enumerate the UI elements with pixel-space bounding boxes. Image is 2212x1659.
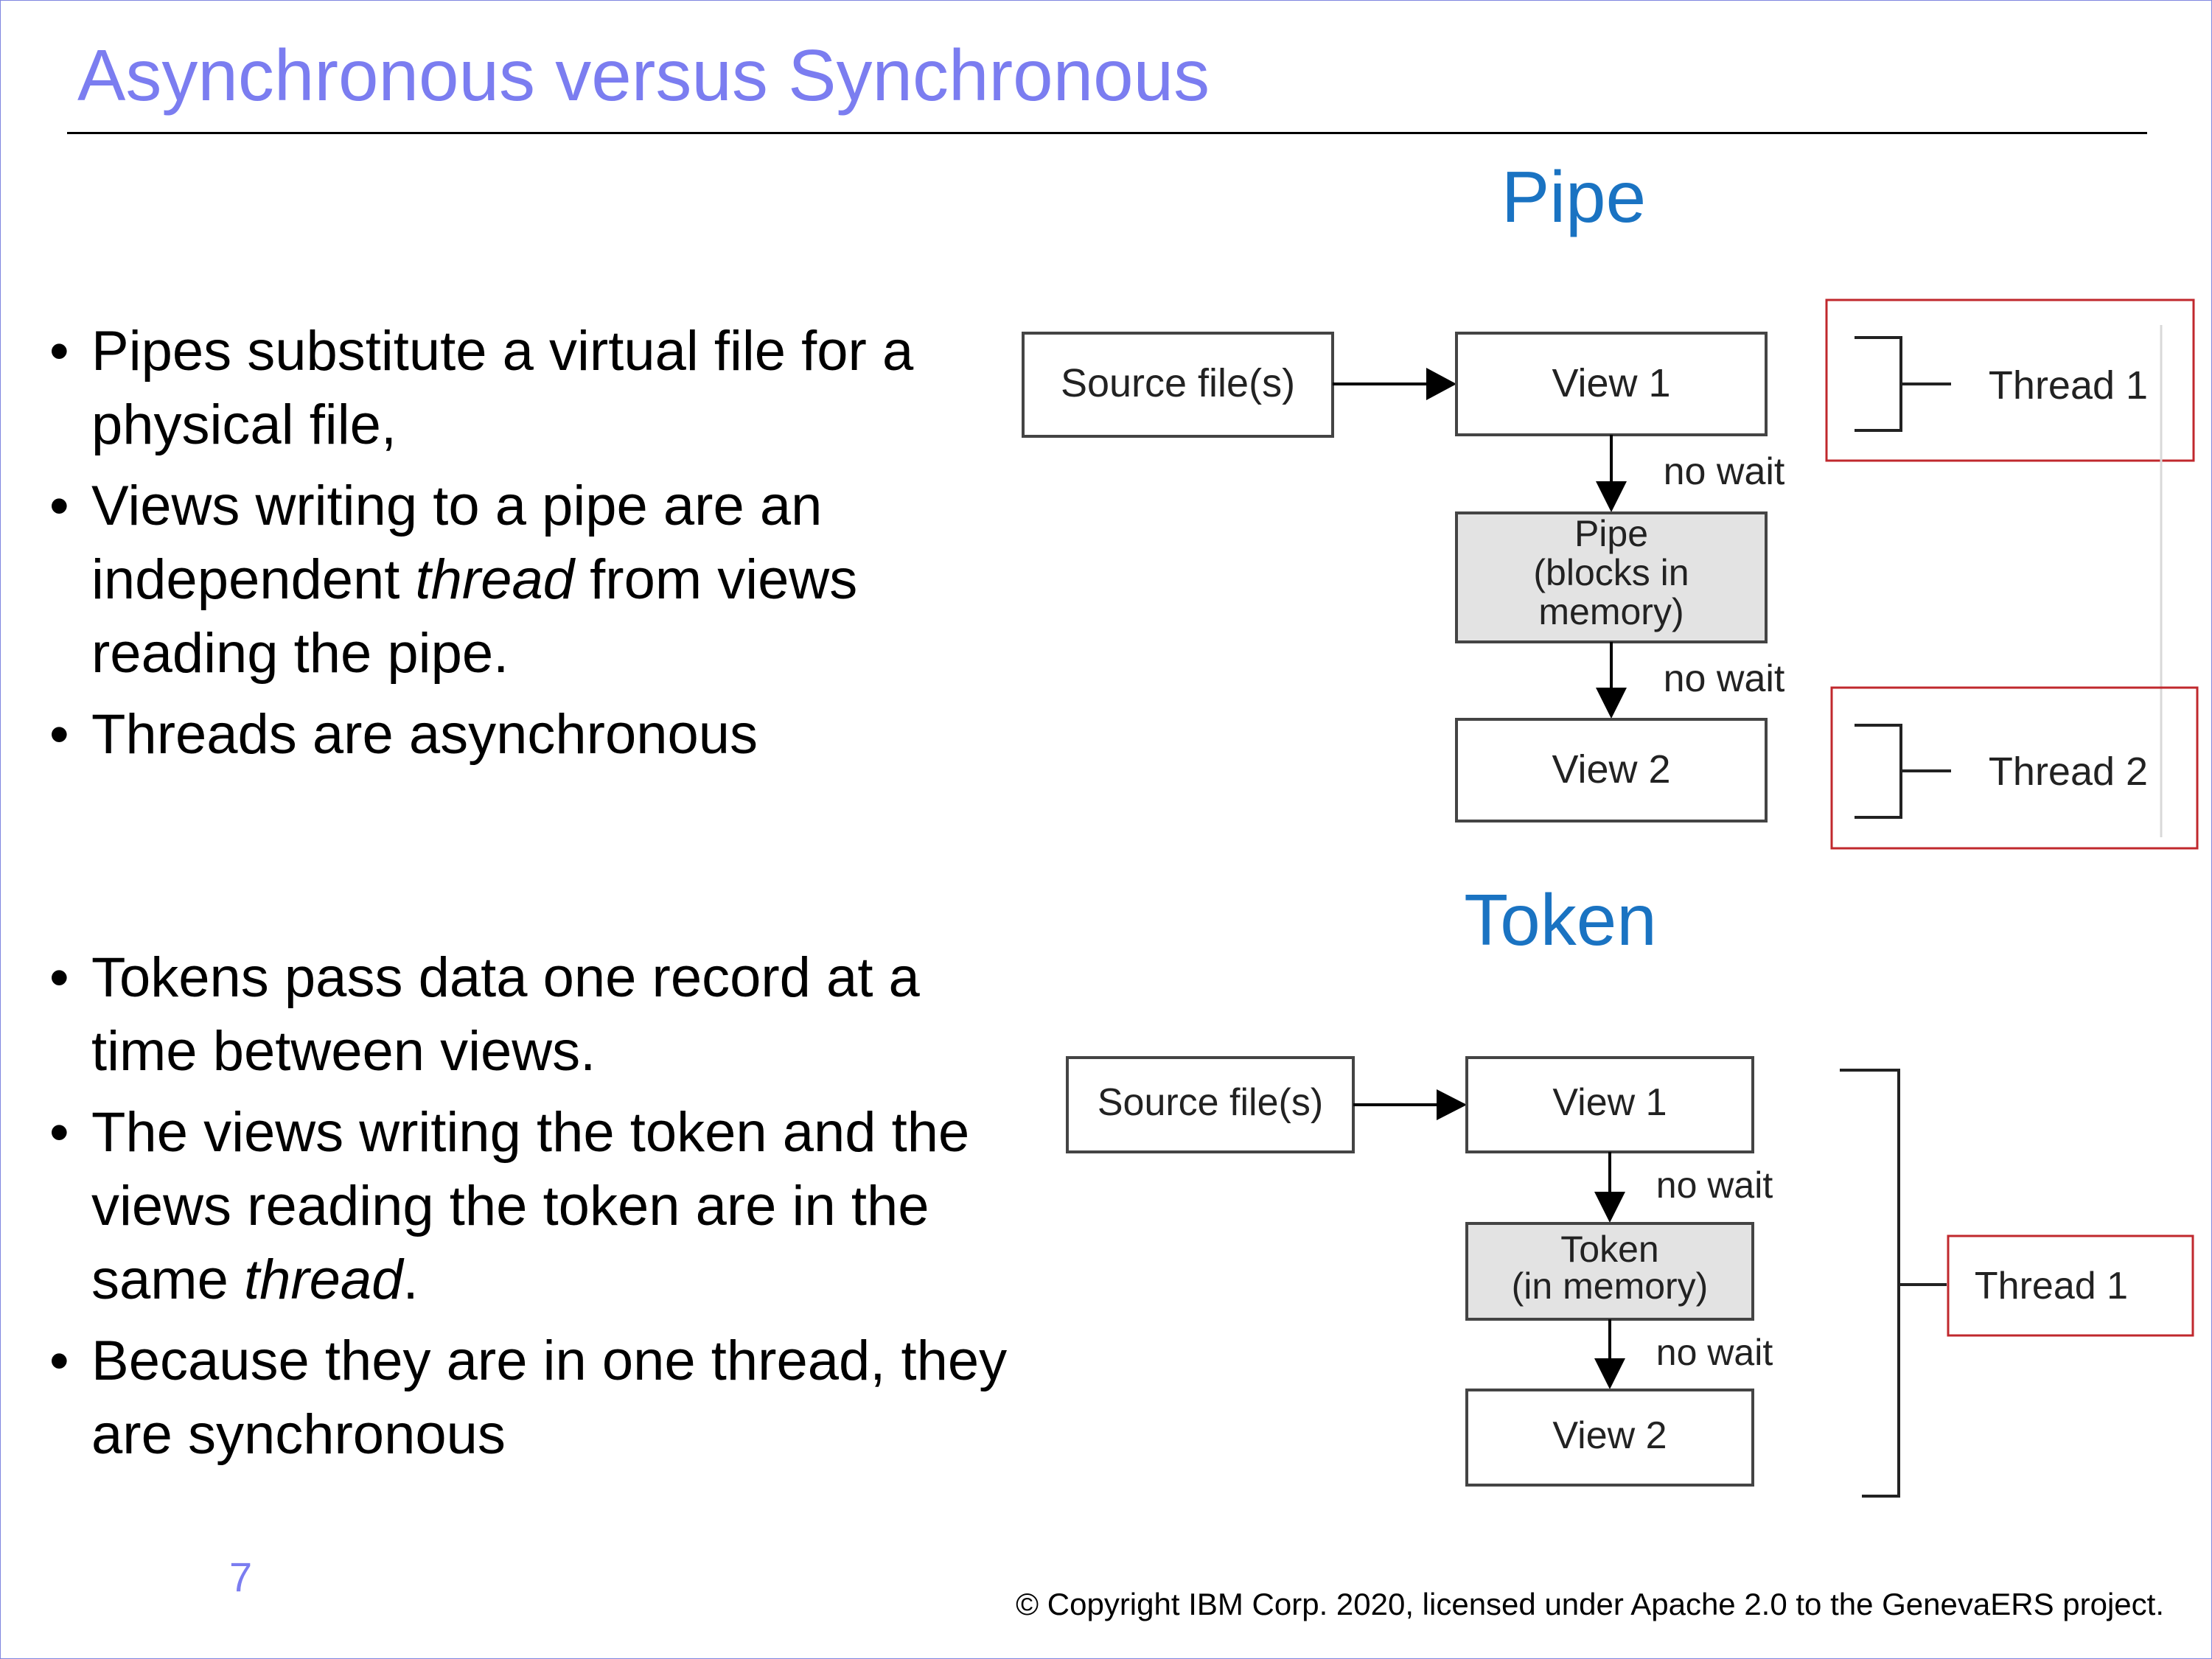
token-view1-label: View 1 (1552, 1081, 1667, 1124)
token-source-label: Source file(s) (1097, 1081, 1324, 1124)
bullet-item: • Because they are in one thread, they are synchronous (15, 1324, 1018, 1472)
bullet-dot-icon: • (49, 946, 69, 1009)
pipe-wait1-label: no wait (1663, 450, 1785, 493)
token-wait1-label: no wait (1655, 1164, 1773, 1206)
pipe-box-line3: memory) (1538, 591, 1684, 632)
pipe-box-line1: Pipe (1574, 513, 1649, 554)
token-thread1-label: Thread 1 (1974, 1265, 2129, 1307)
pipe-box-line2: (blocks in (1533, 552, 1689, 593)
pipe-view1-label: View 1 (1552, 361, 1671, 405)
pipe-thread2-bracket (1855, 725, 1901, 817)
bullet-dot-icon: • (49, 703, 69, 766)
bullet-item: • Threads are asynchronous (15, 698, 1018, 772)
pipe-wait2-label: no wait (1663, 657, 1785, 700)
arrowhead-icon (1594, 1358, 1625, 1389)
pipe-diagram (1023, 156, 2197, 848)
bullet-item: • Views writing to a pipe are an independent thread from views reading the pipe. (15, 469, 1018, 691)
token-view2-label: View 2 (1552, 1414, 1667, 1457)
arrowhead-icon (1426, 368, 1456, 400)
pipe-thread1-bracket (1855, 338, 1901, 430)
arrowhead-icon (1437, 1089, 1467, 1120)
arrowhead-icon (1596, 481, 1627, 512)
bullet-item: • The views writing the token and the views reading the token are in the same thread. (15, 1096, 1018, 1317)
copyright-footer: © Copyright IBM Corp. 2020, licensed under Apache 2.0 to the GenevaERS project. (1016, 1587, 2164, 1621)
token-heading: Token (1464, 879, 1657, 960)
pipe-thread2-label: Thread 2 (1988, 750, 2149, 794)
pipe-source-label: Source file(s) (1060, 361, 1296, 405)
pipe-thread1-label: Thread 1 (1988, 363, 2149, 408)
bullet-dot-icon: • (49, 320, 69, 383)
pipe-view2-label: View 2 (1552, 747, 1671, 792)
arrowhead-icon (1596, 688, 1627, 719)
bullet-dot-icon: • (49, 1330, 69, 1392)
token-diagram (1067, 879, 2193, 1496)
bullet-dot-icon: • (49, 1101, 69, 1164)
token-wait2-label: no wait (1655, 1332, 1773, 1373)
token-box-line2: (in memory) (1511, 1265, 1709, 1307)
flow-diagrams (1, 1, 2212, 1659)
page-number: 7 (229, 1554, 253, 1600)
token-thread1-bracket (1840, 1070, 1899, 1496)
slide-title: Asynchronous versus Synchronous (77, 35, 1210, 116)
bullet-item: • Pipes substitute a virtual file for a physical file, (15, 315, 1018, 462)
bullet-item: • Tokens pass data one record at a time between views. (15, 941, 1018, 1089)
arrowhead-icon (1594, 1192, 1625, 1223)
token-box-line1: Token (1560, 1229, 1659, 1270)
bullet-dot-icon: • (49, 475, 69, 537)
pipe-heading: Pipe (1501, 156, 1647, 237)
